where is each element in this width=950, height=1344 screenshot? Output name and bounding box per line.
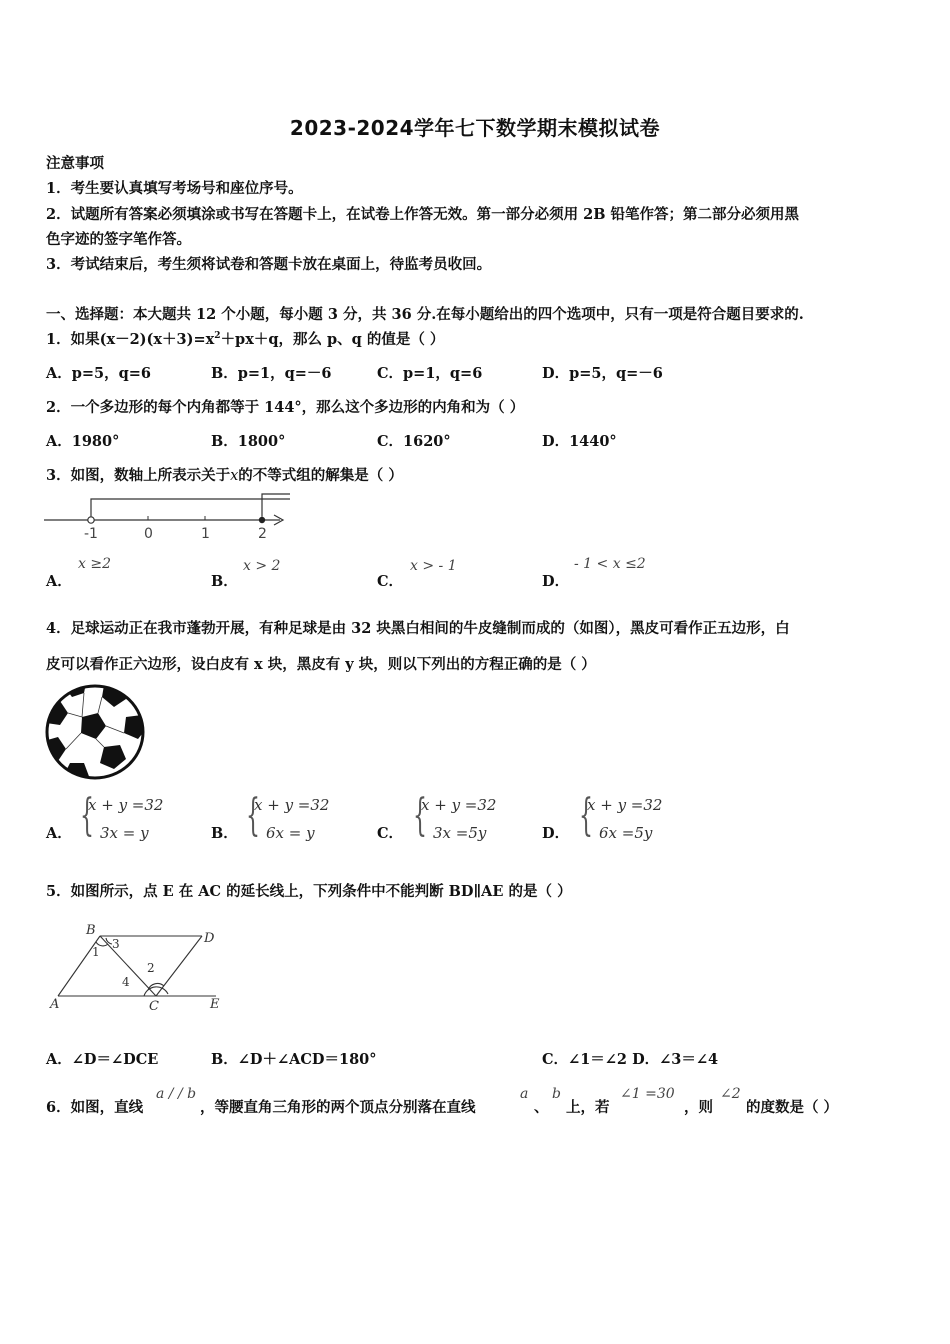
q3-option-d-math: - 1 < x ≤2 [574,556,646,572]
q5-option-a: A．∠D＝∠DCE [46,1051,159,1068]
tick-label-neg1: -1 [84,526,98,542]
q3-stem [46,464,403,485]
q4-option-d-brace: { [579,790,593,841]
q2-option-d: D．1440° [542,433,617,450]
q3-stem-a: 3．如图，数轴上所表示关于 [46,467,231,484]
q1-stem [46,328,444,349]
label-C: C [149,999,159,1014]
q2-option-c: C．1620° [377,433,451,450]
line-DC [156,936,202,996]
q4-option-b-eq1: x + y =32 [254,796,330,814]
q4-option-c-label: C． [377,825,404,842]
closed-point-2 [259,517,265,523]
q4-option-c-brace: { [413,790,427,841]
notice-item-3: 3．考试结束后，考生须将试卷和答题卡放在桌面上，待监考员收回。 [46,256,492,273]
q5-option-b: B．∠D＋∠ACD＝180° [211,1051,377,1068]
label-angle-4: 4 [122,975,130,989]
q1-stem-b: ＋px＋q，那么 p、q 的值是（ ） [220,331,445,348]
soccer-ball-image [44,683,146,781]
label-D: D [204,931,215,946]
q3-option-a-label: A． [46,573,72,590]
arc-angle-4-2 [144,987,168,996]
q4-option-b-system [246,790,366,852]
q3-option-a-math: x ≥2 [78,556,111,572]
q4-option-b-label: B． [211,825,238,842]
q6-math-angle2: ∠2 [720,1086,741,1102]
q6-stem-p3: 、 [534,1099,549,1116]
notice-item-2: 2．试题所有答案必须填涂或书写在答题卡上，在试卷上作答无效。第一部分必须用 2B 铅笔作答；第二部分必须用黑 [46,206,800,223]
q3-option-b-label: B． [211,573,238,590]
q2-option-b: B．1800° [211,433,286,450]
q1-exponent: 2 [214,331,221,342]
range-bracket-2 [262,494,290,516]
q4-stem-line1: 4．足球运动正在我市蓬勃开展，有种足球是由 32 块黑白相间的牛皮缝制而成的（如图），黑皮可看作正五边形，白 [46,620,790,637]
q3-option-c-label: C． [377,573,404,590]
parallelogram-figure [44,918,230,1016]
label-A: A [50,997,60,1012]
q3-option-d-label: D． [542,573,570,590]
number-line-figure [40,488,295,544]
q6-math-angle1: ∠1 =30 [620,1086,675,1102]
q2-option-a: A．1980° [46,433,120,450]
label-angle-3: 3 [112,937,120,951]
q4-option-c-eq2: 3x =5y [433,824,487,842]
q4-option-d-eq1: x + y =32 [587,796,663,814]
q4-option-a-eq2: 3x = y [100,824,149,842]
q1-option-b: B．p=1，q=－6 [211,365,332,382]
section-heading: 一、选择题：本大题共 12 个小题，每小题 3 分，共 36 分.在每小题给出的四个选项中，只有一项是符合题目要求的. [46,306,804,323]
label-E: E [210,997,220,1012]
q3-var: x [230,468,239,484]
q1-option-c: C．p=1，q=6 [377,365,483,382]
q4-option-b-eq2: 6x = y [266,824,315,842]
q6-stem-p6: 的度数是（ ） [746,1099,839,1116]
q3-stem-b: 的不等式组的解集是（ ） [238,467,403,484]
q1-option-a: A．p=5，q=6 [46,365,152,382]
q4-option-d-label: D． [542,825,570,842]
q2-stem: 2．一个多边形的每个内角都等于 144°，那么这个多边形的内角和为（ ） [46,399,525,416]
notice-heading: 注意事项 [46,155,104,172]
q6-math-a-parallel-b: a / / b [156,1086,197,1102]
q4-option-d-system [579,790,699,852]
q1-option-d: D．p=5，q=－6 [542,365,663,382]
q5-option-cd: C．∠1＝∠2 D．∠3＝∠4 [542,1051,719,1068]
q4-option-a-label: A． [46,825,72,842]
q3-option-c-math: x > - 1 [410,558,457,574]
tick-label-1: 1 [201,526,210,542]
q4-option-c-eq1: x + y =32 [421,796,497,814]
open-point-neg1 [88,517,94,523]
q6-stem-p5: ，则 [684,1099,713,1116]
label-angle-1: 1 [92,945,100,959]
q5-stem: 5．如图所示，点 E 在 AC 的延长线上，下列条件中不能判断 BD∥AE 的是（ ） [46,883,572,900]
q6-stem-p2: ，等腰直角三角形的两个顶点分别落在直线 [200,1099,476,1116]
notice-item-2-cont: 色字迹的签字笔作答。 [46,231,191,248]
q4-option-d-eq2: 6x =5y [599,824,653,842]
q4-option-a-brace: { [80,790,94,841]
q4-stem-line2: 皮可以看作正六边形，设白皮有 x 块，黑皮有 y 块，则以下列出的方程正确的是（ ） [46,656,596,673]
label-B: B [86,923,96,938]
page-title: 2023-2024学年七下数学期末模拟试卷 [289,116,661,140]
q6-stem-p4: 上，若 [566,1099,610,1116]
tick-label-0: 0 [144,526,153,542]
q6-math-b: b [552,1086,561,1102]
tick-label-2: 2 [258,526,267,542]
q4-option-a-eq1: x + y =32 [88,796,164,814]
q1-stem-a: 1．如果(x－2)(x＋3)=x [46,331,215,348]
q4-option-b-brace: { [246,790,260,841]
q6-math-a: a [520,1086,529,1102]
q4-option-c-system [413,790,533,852]
range-bracket-1 [91,499,290,516]
q3-option-b-math: x > 2 [243,558,281,574]
notice-item-1: 1．考生要认真填写考场号和座位序号。 [46,180,303,197]
label-angle-2: 2 [147,961,155,975]
q6-stem-p1: 6．如图，直线 [46,1099,144,1116]
q4-option-a-system [80,790,200,852]
